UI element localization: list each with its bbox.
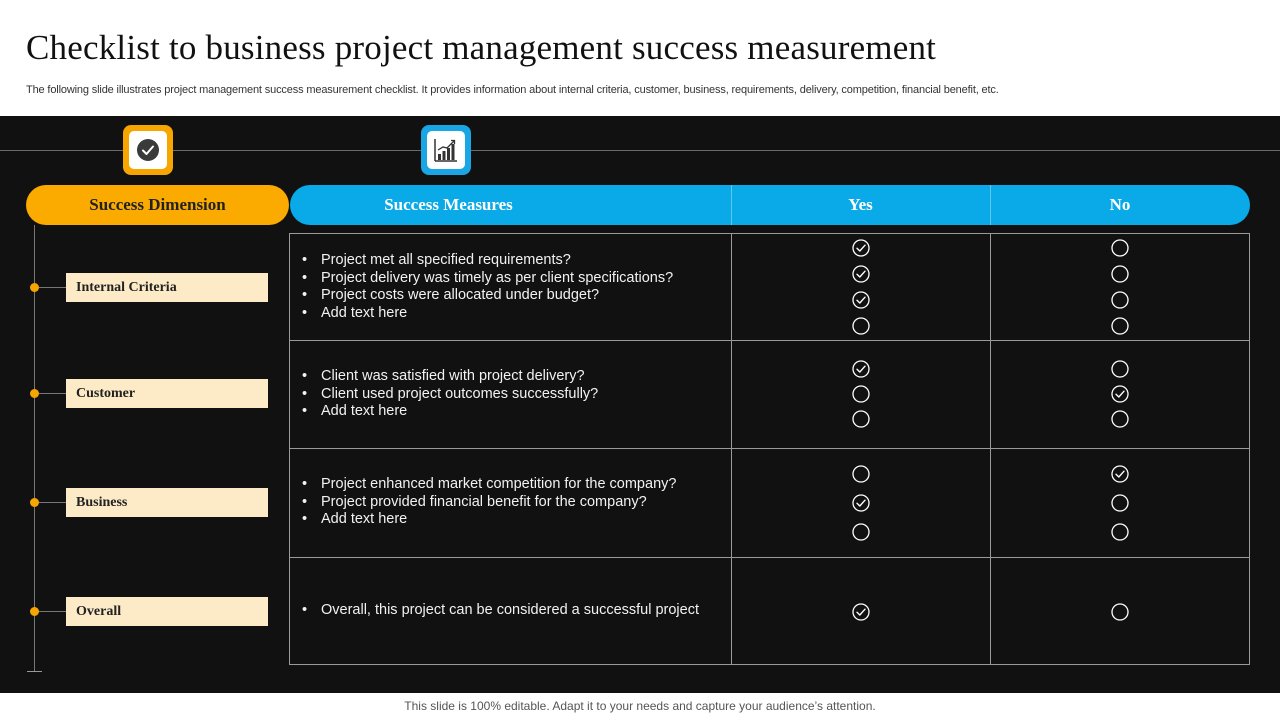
- footer-note: This slide is 100% editable. Adapt it to your needs and capture your audience’s attention.: [404, 699, 876, 713]
- empty-circle-icon: [1111, 291, 1129, 309]
- page-subtitle: The following slide illustrates project management success measurement checklist. It provides information about internal criteria, customer, business, requirements, delivery, competition, financial benefit, etc.: [26, 84, 999, 96]
- timeline-connector: [39, 502, 66, 503]
- no-header: No: [1109, 195, 1131, 214]
- measures-list-customer: [302, 368, 598, 421]
- empty-circle-icon: [852, 523, 870, 541]
- timeline-connector: [39, 393, 66, 394]
- measure-item: • Project delivery was timely as per client specifications?: [302, 270, 673, 288]
- measure-item: • Overall, this project can be considered a successful project: [302, 602, 699, 620]
- dimension-label-business: Business: [66, 488, 268, 517]
- empty-circle-icon: [1111, 317, 1129, 335]
- empty-circle-icon: [1111, 603, 1129, 621]
- row-divider: [290, 448, 1249, 449]
- timeline-dot: [30, 607, 39, 616]
- empty-circle-icon: [1111, 239, 1129, 257]
- measures-list-internal-criteria: [302, 252, 673, 323]
- empty-circle-icon: [1111, 523, 1129, 541]
- measures-list-overall: [302, 602, 699, 620]
- measure-item: • Project provided financial benefit for the company?: [302, 494, 676, 512]
- checked-circle-icon: [852, 239, 870, 257]
- success-measures-header: Success Measures: [384, 195, 513, 214]
- dimension-icon-badge: [123, 125, 173, 175]
- measures-icon-badge: [421, 125, 471, 175]
- empty-circle-icon: [852, 465, 870, 483]
- empty-circle-icon: [852, 317, 870, 335]
- column-divider: [990, 234, 991, 664]
- measure-item: • Project costs were allocated under budget?: [302, 287, 673, 305]
- timeline-dot: [30, 389, 39, 398]
- measures-header-bar: [290, 185, 1250, 225]
- timeline-end-cap: [27, 671, 42, 672]
- bar-chart-icon: [433, 137, 459, 163]
- dimension-label-customer: Customer: [66, 379, 268, 408]
- dimension-label-overall: Overall: [66, 597, 268, 626]
- yes-header: Yes: [848, 195, 873, 214]
- empty-circle-icon: [1111, 265, 1129, 283]
- timeline-dot: [30, 498, 39, 507]
- empty-circle-icon: [852, 385, 870, 403]
- check-circle-icon: [136, 138, 160, 162]
- measure-item: • Add text here: [302, 511, 676, 529]
- row-divider: [290, 340, 1249, 341]
- checked-circle-icon: [1111, 465, 1129, 483]
- empty-circle-icon: [1111, 494, 1129, 512]
- measure-item: • Project met all specified requirements?: [302, 252, 673, 270]
- measure-item: • Client was satisfied with project delivery?: [302, 368, 598, 386]
- empty-circle-icon: [1111, 410, 1129, 428]
- measures-list-business: [302, 476, 676, 529]
- checked-circle-icon: [852, 291, 870, 309]
- checked-circle-icon: [852, 494, 870, 512]
- checked-circle-icon: [1111, 385, 1129, 403]
- timeline-connector: [39, 611, 66, 612]
- top-divider: [0, 150, 1280, 151]
- empty-circle-icon: [1111, 360, 1129, 378]
- measure-item: • Client used project outcomes successfully?: [302, 386, 598, 404]
- measure-item: • Project enhanced market competition for the company?: [302, 476, 676, 494]
- row-divider: [290, 557, 1249, 558]
- page-title: Checklist to business project management success measurement: [26, 28, 937, 67]
- checked-circle-icon: [852, 603, 870, 621]
- checked-circle-icon: [852, 265, 870, 283]
- dimension-label-internal-criteria: Internal Criteria: [66, 273, 268, 302]
- measures-table: [289, 233, 1250, 665]
- success-dimension-header: Success Dimension: [26, 185, 289, 225]
- timeline-connector: [39, 287, 66, 288]
- measure-item: • Add text here: [302, 305, 673, 323]
- checked-circle-icon: [852, 360, 870, 378]
- column-divider: [731, 234, 732, 664]
- empty-circle-icon: [852, 410, 870, 428]
- timeline-dot: [30, 283, 39, 292]
- measure-item: • Add text here: [302, 403, 598, 421]
- timeline-line: [34, 225, 35, 672]
